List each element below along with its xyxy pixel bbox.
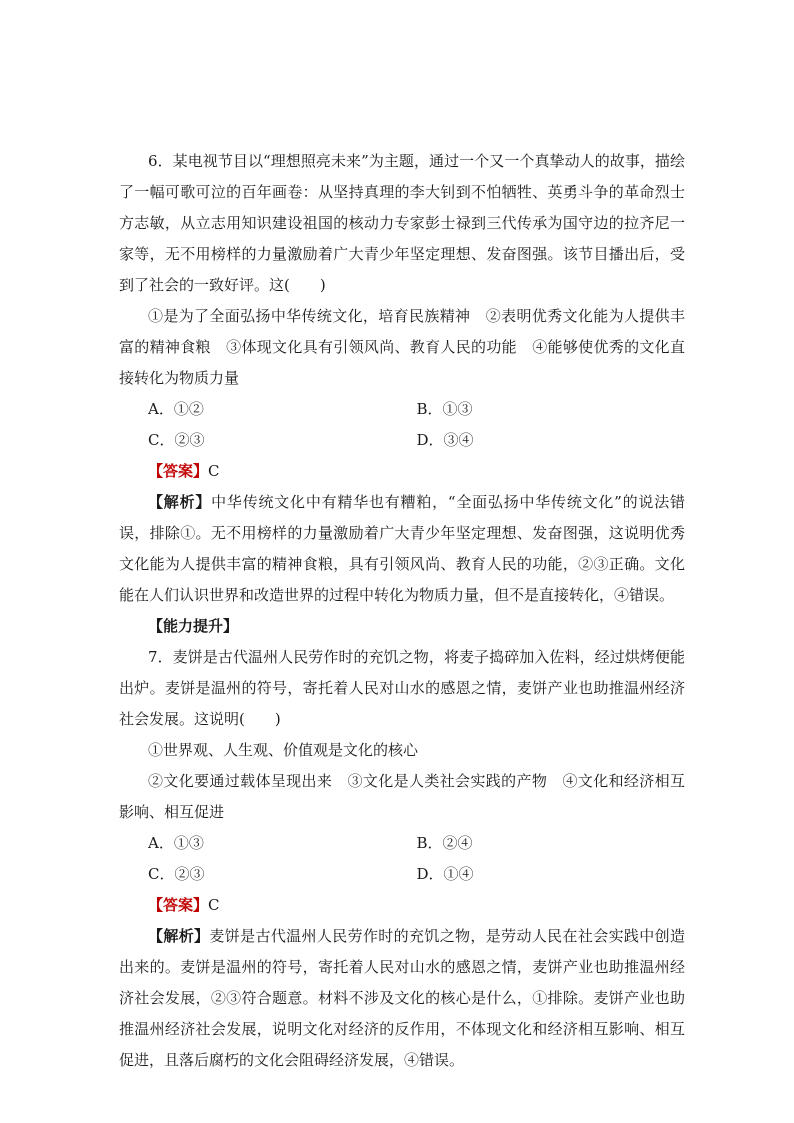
document-content — [119, 146, 685, 1076]
q6-option-d: D．③④ — [416, 431, 474, 449]
q7-answer — [119, 890, 685, 921]
q6-option-b: B．①③ — [416, 400, 473, 418]
q7-options-row-1 — [119, 828, 685, 859]
q6-option-c: C．②③ — [148, 431, 205, 449]
q7-option-c: C．②③ — [148, 865, 205, 883]
q6-option-a: A．①② — [148, 400, 204, 418]
q6-answer — [119, 456, 685, 487]
q6-analysis — [119, 487, 685, 611]
q7-analysis-text: 麦饼是古代温州人民劳作时的充饥之物，是劳动人民在社会实践中创造出来的。麦饼是温州的符号，寄托着人民对山水的感恩之情，麦饼产业也助推温州经济社会发展，②③符合题意。材料不涉及文化的核心是什么，①排除。麦饼产业也助推温州经济社会发展，说明文化对经济的反作用，不体现文化和经济相互影响、相互促进，且落后腐朽的文化会阻碍经济发展，④错误。 — [119, 927, 685, 1069]
q7-analysis-label: 【解析】 — [148, 927, 210, 945]
section-heading: 【能力提升】 — [148, 617, 239, 635]
q6-answer-label: 【答案】 — [148, 462, 209, 480]
q7-analysis — [119, 921, 685, 1076]
q6-answer-value: C — [208, 462, 220, 480]
q7-options-row-2 — [119, 859, 685, 890]
q7-answer-label: 【答案】 — [148, 896, 209, 914]
q6-options-row-2 — [119, 425, 685, 456]
q7-option-a: A．①③ — [148, 834, 204, 852]
q6-stem: 6．某电视节目以“理想照亮未来”为主题，通过一个又一个真挚动人的故事，描绘了一幅可歌可泣的百年画卷：从坚持真理的李大钊到不怕牺牲、英勇斗争的革命烈士方志敏，从立志用知识建设祖国的核动力专家彭士禄到三代传承为国守边的拉齐尼一家等，无不用榜样的力量激励着广大青少年坚定理想、发奋图强。该节目播出后，受到了社会的一致好评。这( ) — [119, 152, 685, 294]
q6-analysis-label: 【解析】 — [148, 493, 212, 511]
q7-option-d: D．①④ — [416, 865, 474, 883]
q6-statements: ①是为了全面弘扬中华传统文化，培育民族精神 ②表明优秀文化能为人提供丰富的精神食粮 ③体现文化具有引领风尚、教育人民的功能 ④能够使优秀的文化直接转化为物质力量 — [119, 307, 685, 387]
q6-analysis-text: 中华传统文化中有精华也有糟粕，“全面弘扬中华传统文化”的说法错误，排除①。无不用榜样的力量激励着广大青少年坚定理想、发奋图强，这说明优秀文化能为人提供丰富的精神食粮，具有引领风尚、教育人民的功能，②③正确。文化能在人们认识世界和改造世界的过程中转化为物质力量，但不是直接转化，④错误。 — [119, 493, 685, 604]
q7-answer-value: C — [208, 896, 220, 914]
q7-option-b: B．②④ — [416, 834, 473, 852]
q7-statement-1: ①世界观、人生观、价值观是文化的核心 — [148, 741, 419, 759]
q7-stem: 7．麦饼是古代温州人民劳作时的充饥之物，将麦子捣碎加入佐料，经过烘烤便能出炉。麦饼是温州的符号，寄托着人民对山水的感恩之情，麦饼产业也助推温州经济社会发展。这说明( ) — [119, 648, 685, 728]
q7-statement-2: ②文化要通过载体呈现出来 ③文化是人类社会实践的产物 ④文化和经济相互影响、相互促进 — [119, 772, 685, 821]
q6-options-row-1 — [119, 394, 685, 425]
